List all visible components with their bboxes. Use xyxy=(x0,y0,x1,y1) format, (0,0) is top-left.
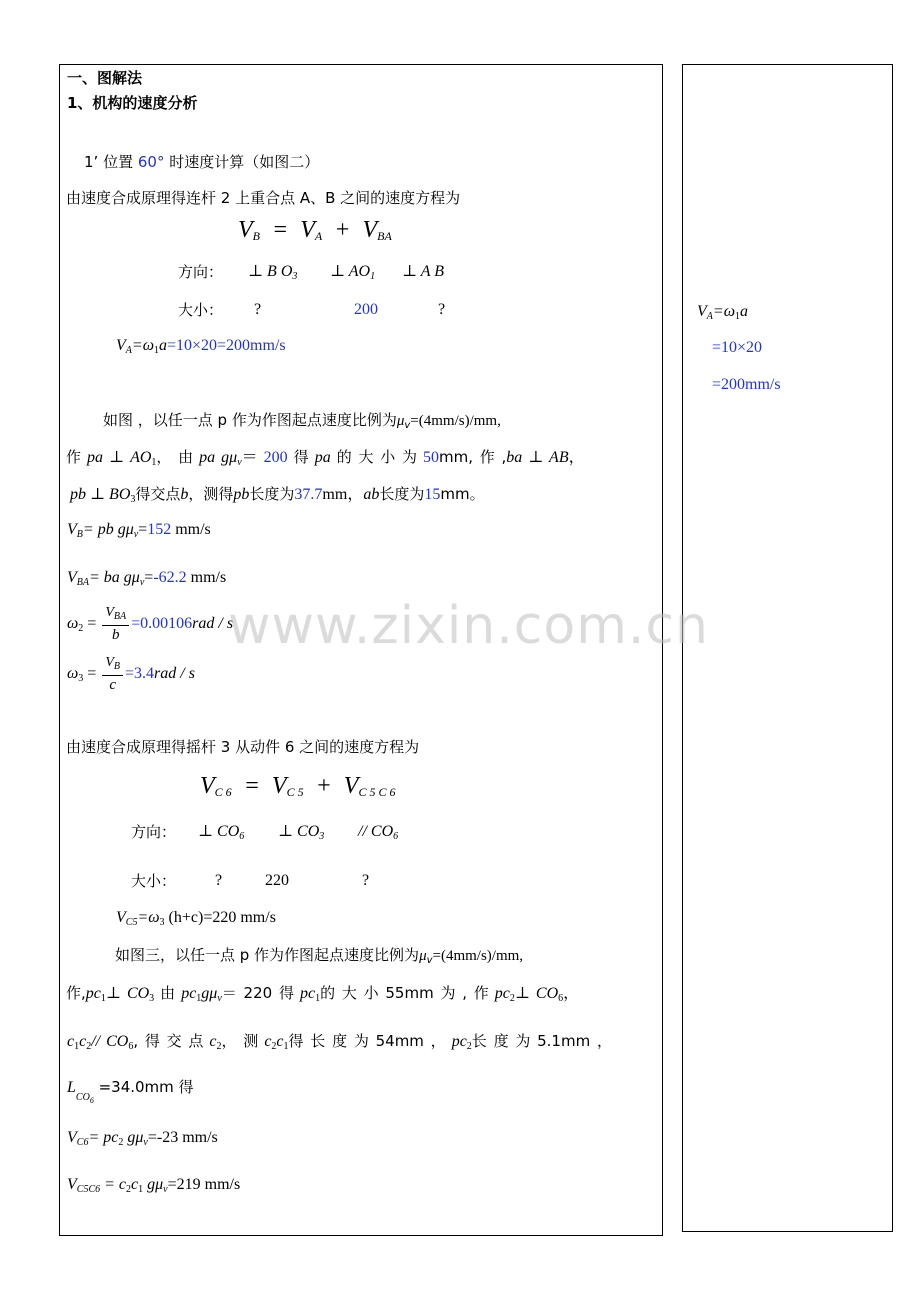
position-line xyxy=(84,152,319,172)
subsection-title: 1、机构的速度分析 xyxy=(67,94,198,112)
side-va-line-3: =200mm/s xyxy=(712,376,781,393)
intro-equation-2: 由速度合成原理得摇杆 3 从动件 6 之间的速度方程为 xyxy=(66,738,420,756)
side-notes-box xyxy=(682,64,893,1232)
velocity-equation-1: $V_B = V_A + V_{BA}$ xyxy=(238,217,392,243)
vc5-formula: $V_{C5}=\omega_3$ (h+c)=220 mm/s xyxy=(116,909,276,928)
vc5c6-formula: $V_{C5C6} = c_2c_1$ $g\mu_v=219$ mm/s xyxy=(67,1176,241,1195)
va-formula: $V_A=\omega_1a=10\times 20=200mm/s$ xyxy=(116,337,286,356)
vc6-formula: $V_{C6}= pc_2$ $g\mu_v=-23$ mm/s xyxy=(67,1129,218,1148)
magnitude-label-1: 大小： xyxy=(178,301,224,319)
magnitude-1b: 200 xyxy=(354,301,378,318)
lco-formula: $L_{CO_6} =34.0mm$ 得 xyxy=(67,1078,194,1105)
paragraph-1-line-3: pb ⊥ $BO_3$得交点b，测得pb长度为37.7mm，ab长度为15mm。 xyxy=(70,485,485,505)
side-va-line-1: $V_A=\omega_1a$ xyxy=(697,303,748,322)
position-suffix: 时速度计算（如图二） xyxy=(164,153,320,171)
vba-formula: $V_{BA}=$ ba $g\mu_v=-62.2$ mm/s xyxy=(67,569,227,588)
omega3-fraction: $\frac{V_B}{c}$ xyxy=(102,655,123,694)
direction-1c: ⊥ A B xyxy=(402,263,445,280)
omega3-formula: $\omega_3$ = $\frac{V_B}{c}$ =3.4rad / s xyxy=(67,654,195,693)
watermark: www.zixin.com.cn xyxy=(228,596,709,656)
vb-formula: $V_B=$ pb $g\mu_v=152$ mm/s xyxy=(67,521,211,540)
position-angle: 60° xyxy=(137,153,165,171)
direction-1b: ⊥ $AO_1$ xyxy=(330,263,376,282)
magnitude-2b: 220 xyxy=(265,872,289,889)
paragraph-2-line-2: 作$,pc_1\perp$ $CO_3$ 由 $pc_1g\mu_v= 220$ 得 $pc_1$的 大 小 55mm 为 , 作 $pc_2\perp$ $CO_6$， xyxy=(66,984,580,1004)
magnitude-label-2: 大小： xyxy=(131,872,177,890)
paragraph-2-line-1: 如图三，以任一点 p 作为作图起点速度比例为$\mu_v=(4mm/s)/mm$, xyxy=(115,946,524,966)
velocity-equation-2: $V_{C 6} = V_{C 5} + V_{C 5 C 6}$ xyxy=(200,773,396,799)
direction-label-1: 方向： xyxy=(178,263,224,281)
intro-equation-1: 由速度合成原理得连杆 2 上重合点 A、B 之间的速度方程为 xyxy=(66,189,461,207)
section-title: 一、图解法 xyxy=(67,69,143,87)
magnitude-1c: ? xyxy=(438,301,446,318)
direction-2b: ⊥ $CO_3$ xyxy=(278,823,325,842)
magnitude-2c: ? xyxy=(362,872,370,889)
magnitude-2a: ? xyxy=(215,872,223,889)
paragraph-2-line-3: $c_1c_2//$ $CO_6$, 得 交 点 $c_2$， 测 $c_2c_1$得 长 度 为 54mm ， $pc_2$长 度 为 5.1mm ， xyxy=(67,1032,612,1052)
direction-1a: ⊥ B $O_3$ xyxy=(248,263,298,282)
side-va-line-2: =10×20 xyxy=(712,339,763,356)
direction-label-2: 方向： xyxy=(131,823,177,841)
magnitude-1a: ? xyxy=(254,301,262,318)
omega2-fraction: $\frac{V_{BA}}{b}$ xyxy=(102,605,129,644)
direction-2a: ⊥ $CO_6$ xyxy=(198,823,245,842)
paragraph-1-line-1: 如图 ，以任一点 p 作为作图起点速度比例为$\mu_v=(4mm/s)/mm$, xyxy=(103,411,501,431)
paragraph-1-line-2: 作 pa ⊥ $AO_1$， 由 pa $g\mu_v= 200$ 得 pa 的 大 小 为 50mm, 作 ,ba ⊥ AB， xyxy=(66,448,585,468)
position-prefix: 1’ 位置 xyxy=(84,153,134,171)
omega2-formula: $\omega_2$ = $\frac{V_{BA}}{b}$ =0.00106rad / s xyxy=(67,604,234,643)
direction-2c: // $CO_6$ xyxy=(358,823,399,842)
